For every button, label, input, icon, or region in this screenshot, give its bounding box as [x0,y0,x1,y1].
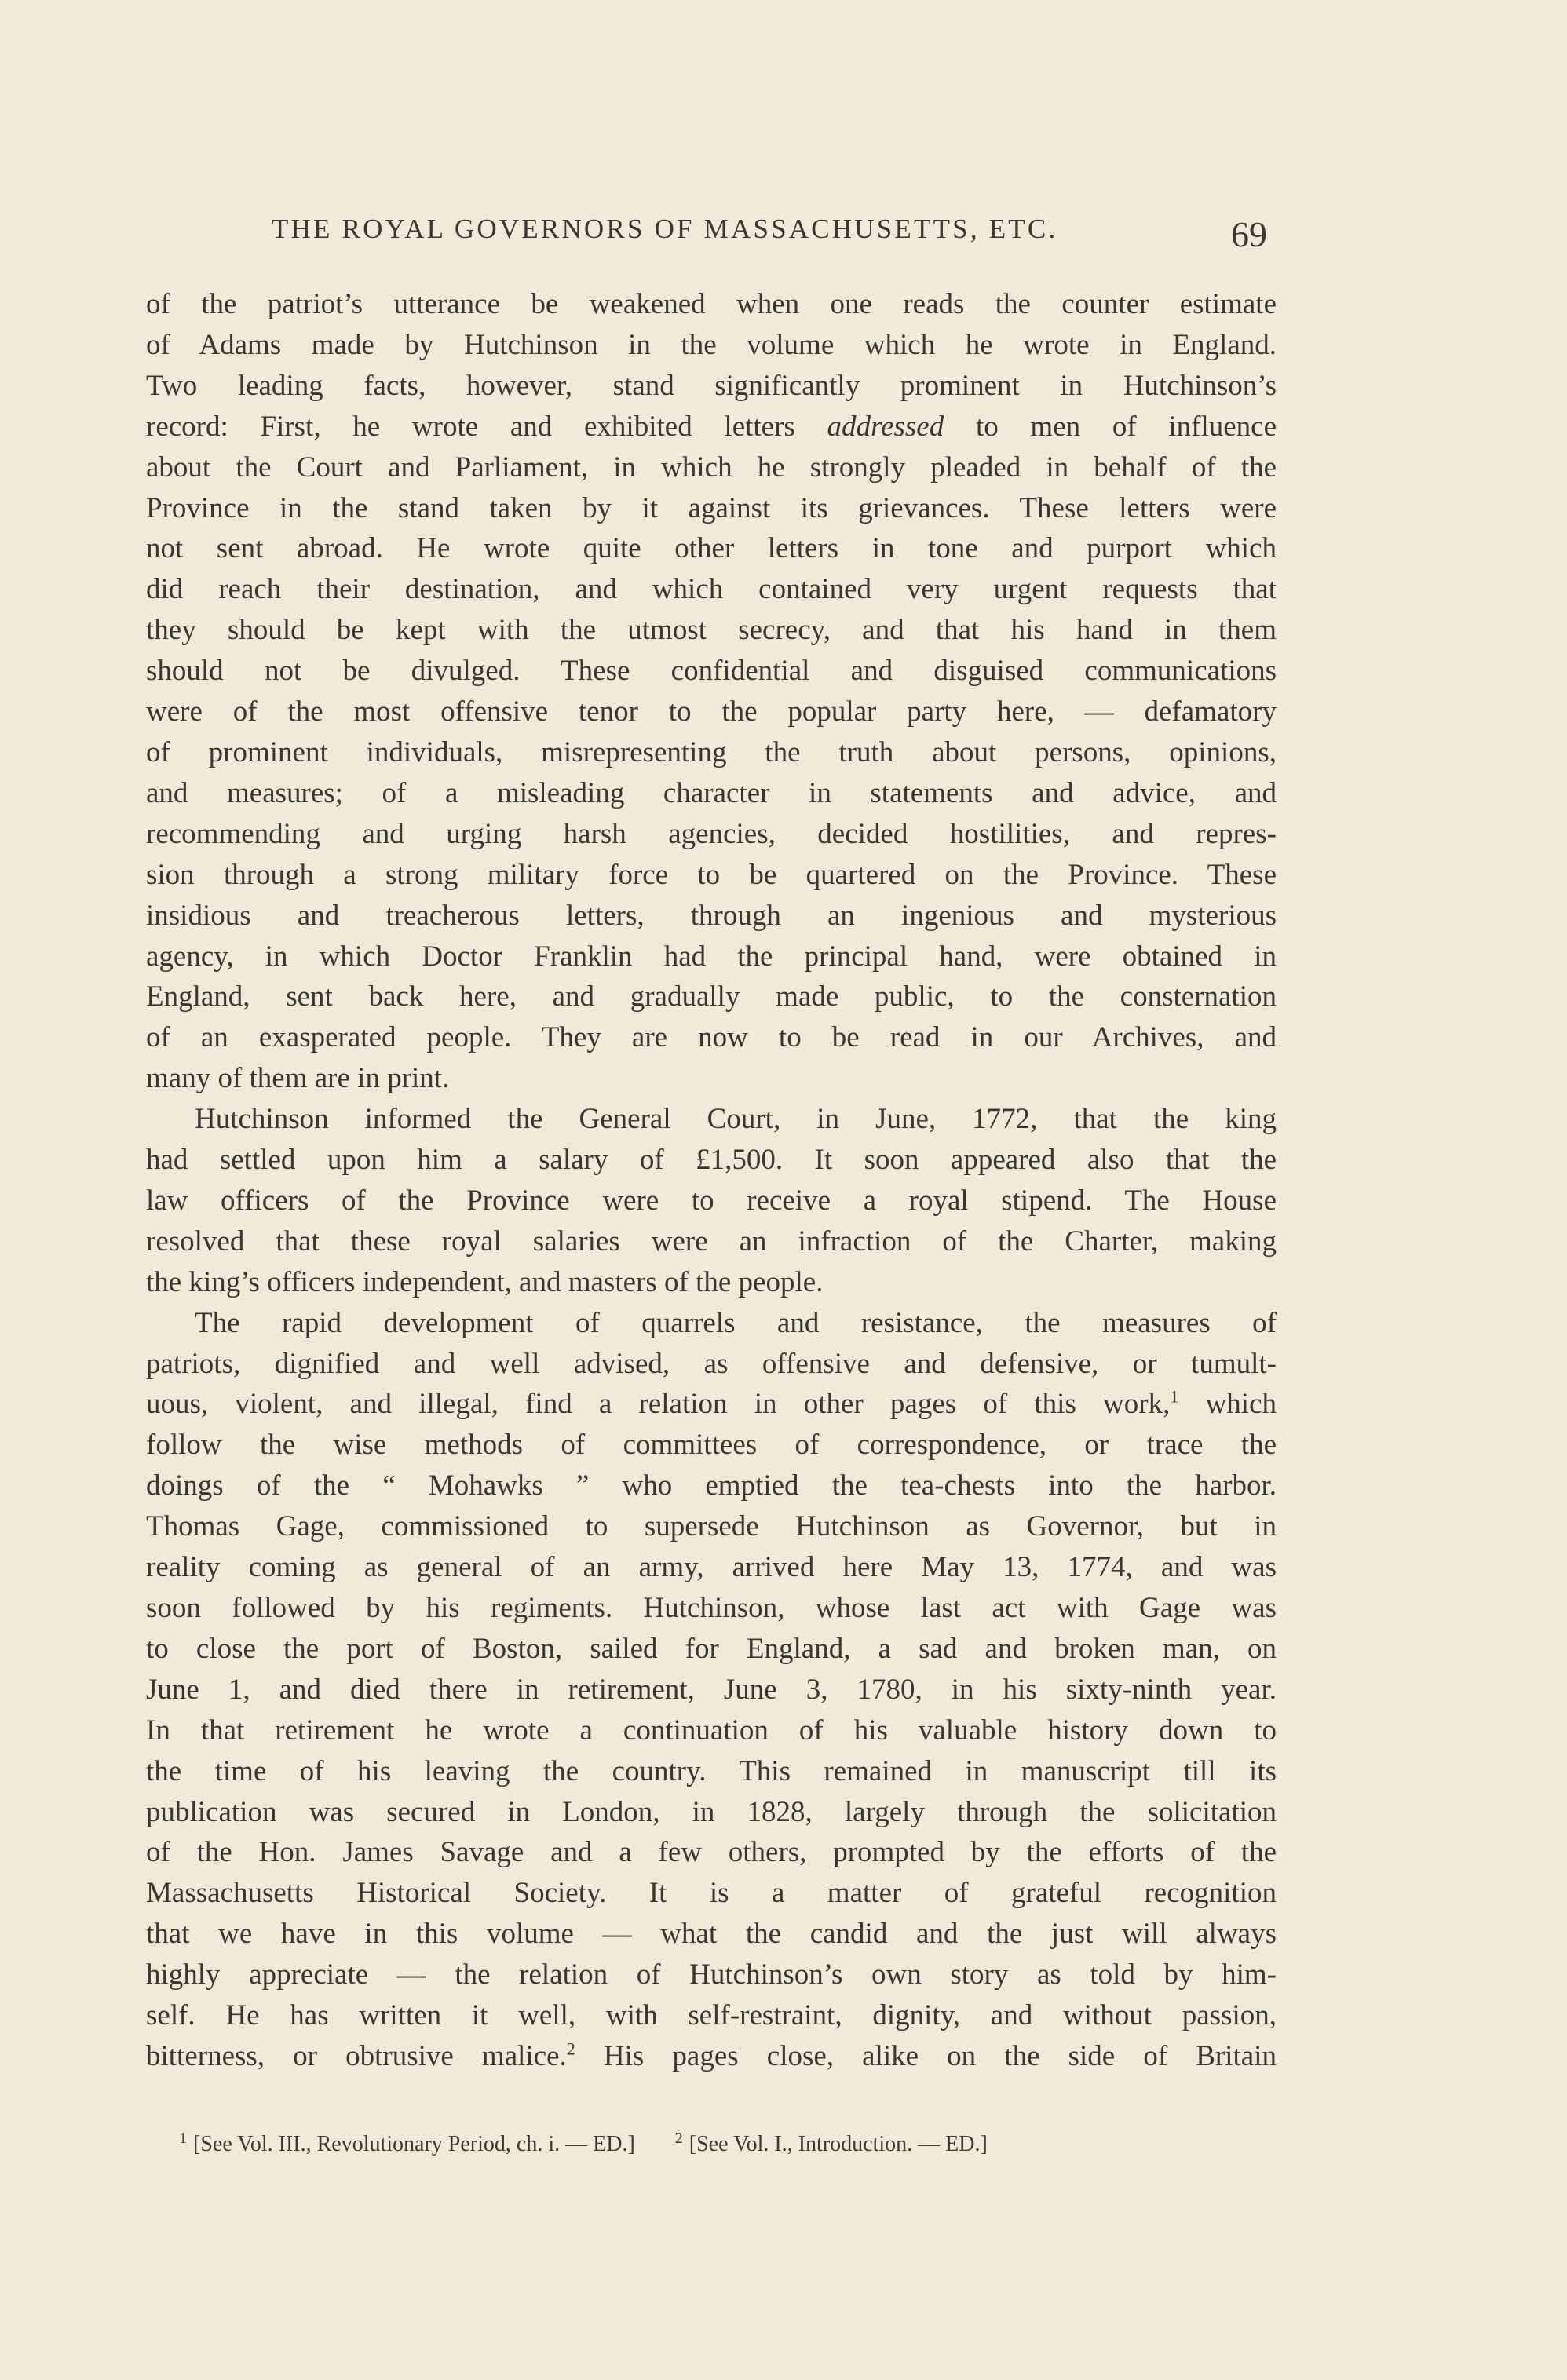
text-line: Hutchinson informed the General Court, in June, 1772, that the king [195,1103,1277,1136]
text-line: highly appreciate — the relation of Hutchinson’s own story as told by him- [146,1958,1277,1991]
line-segment: His pages close, alike on the side of Britain [603,2039,1277,2072]
footnote-text: [See Vol. I., Introduction. — ED.] [689,2132,988,2156]
text-line: should not be divulged. These confidential and disguised communications [146,655,1277,688]
text-line: self. He has written it well, with self-restraint, dignity, and without passion, [146,1999,1277,2032]
footnote-text: [See Vol. III., Revolutionary Period, ch. i. — ED.] [193,2132,635,2156]
line-segment: bitterness, or obtrusive malice. [146,2039,567,2072]
text-line: The rapid development of quarrels and resistance, the measures of [195,1306,1277,1339]
text-line: follow the wise methods of committees of correspondence, or trace the [146,1429,1277,1462]
text-line: many of them are in print. [146,1062,450,1095]
footnote-mark: 2 [674,2129,683,2147]
italic-word: addressed [827,410,944,443]
text-line: and measures; of a misleading character in statements and advice, and [146,776,1277,809]
footnote-1 [179,2129,635,2157]
text-line: of Adams made by Hutchinson in the volume which he wrote in England. [146,328,1277,361]
line-segment: record: First, he wrote and exhibited letters [146,410,795,443]
footnote-ref-2[interactable]: 2 [566,2039,575,2059]
line-segment: to men of influence [975,410,1277,443]
text-line: not sent abroad. He wrote quite other letters in tone and purport which [146,532,1277,565]
paragraph-2 [146,1099,1277,1303]
text-line: England, sent back here, and gradually made public, to the consternation [146,980,1277,1013]
text-line: In that retirement he wrote a continuation of his valuable history down to [146,1714,1277,1747]
text-line: the king’s officers independent, and masters of the people. [146,1265,824,1298]
text-line [146,2036,1277,2077]
footnotes [179,2129,1262,2157]
line-segment: which [1205,1388,1277,1421]
text-line: that we have in this volume — what the candid and the just will always [146,1918,1277,1951]
text-line: had settled upon him a salary of £1,500. It soon appeared also that the [146,1144,1277,1177]
text-line: soon followed by his regiments. Hutchinson, whose last act with Gage was [146,1592,1277,1624]
text-line: did reach their destination, and which contained very urgent requests that [146,573,1277,606]
text-line: of the Hon. James Savage and a few others, prompted by the efforts of the [146,1836,1277,1869]
text-line: Two leading facts, however, stand significantly prominent in Hutchinson’s [146,369,1277,402]
line-segment: uous, violent, and illegal, find a relation in other pages of this work, [146,1388,1171,1421]
footnote-ref-1[interactable]: 1 [1170,1387,1179,1407]
text-line: about the Court and Parliament, in which he strongly pleaded in behalf of the [146,451,1277,484]
text-line: of prominent individuals, misrepresenting the truth about persons, opinions, [146,736,1277,768]
body-text [146,284,1277,2077]
text-line [146,1384,1277,1425]
text-line: Province in the stand taken by it against its grievances. These letters were [146,491,1277,524]
text-line: were of the most offensive tenor to the popular party here, — defamatory [146,695,1277,728]
text-line: recommending and urging harsh agencies, decided hostilities, and repres- [146,817,1277,850]
text-line: of the patriot’s utterance be weakened when one reads the counter estimate [146,288,1277,320]
text-line: law officers of the Province were to receive a royal stipend. The House [146,1184,1277,1217]
text-line: sion through a strong military force to be quartered on the Province. These [146,858,1277,891]
text-line: publication was secured in London, in 1828, largely through the solicitation [146,1795,1277,1828]
text-line: they should be kept with the utmost secrecy, and that his hand in them [146,614,1277,647]
text-line: of an exasperated people. They are now to be read in our Archives, and [146,1021,1277,1054]
running-head [272,214,1267,261]
text-line: Massachusetts Historical Society. It is a matter of grateful recognition [146,1877,1277,1910]
page-number: 69 [1231,214,1267,254]
text-line: to close the port of Boston, sailed for England, a sad and broken man, on [146,1632,1277,1665]
text-line: reality coming as general of an army, arrived here May 13, 1774, and was [146,1551,1277,1584]
text-line: patriots, dignified and well advised, as offensive and defensive, or tumult- [146,1347,1277,1380]
text-line: Thomas Gage, commissioned to supersede Hutchinson as Governor, but in [146,1510,1277,1543]
text-line: agency, in which Doctor Franklin had the principal hand, were obtained in [146,940,1277,973]
text-line: June 1, and died there in retirement, June 3, 1780, in his sixty-ninth year. [146,1673,1277,1706]
footnote-2 [674,2129,988,2157]
text-line: the time of his leaving the country. This remained in manuscript till its [146,1754,1277,1787]
text-line: doings of the “ Mohawks ” who emptied the tea-chests into the harbor. [146,1469,1277,1502]
text-line: insidious and treacherous letters, through an ingenious and mysterious [146,899,1277,932]
text-line: resolved that these royal salaries were an infraction of the Charter, making [146,1225,1277,1258]
running-title: THE ROYAL GOVERNORS OF MASSACHUSETTS, ETC. [272,214,1058,244]
paragraph-1 [146,284,1277,1099]
text-line [146,407,1277,447]
footnote-mark: 1 [179,2129,187,2147]
paragraph-3 [146,1303,1277,2077]
